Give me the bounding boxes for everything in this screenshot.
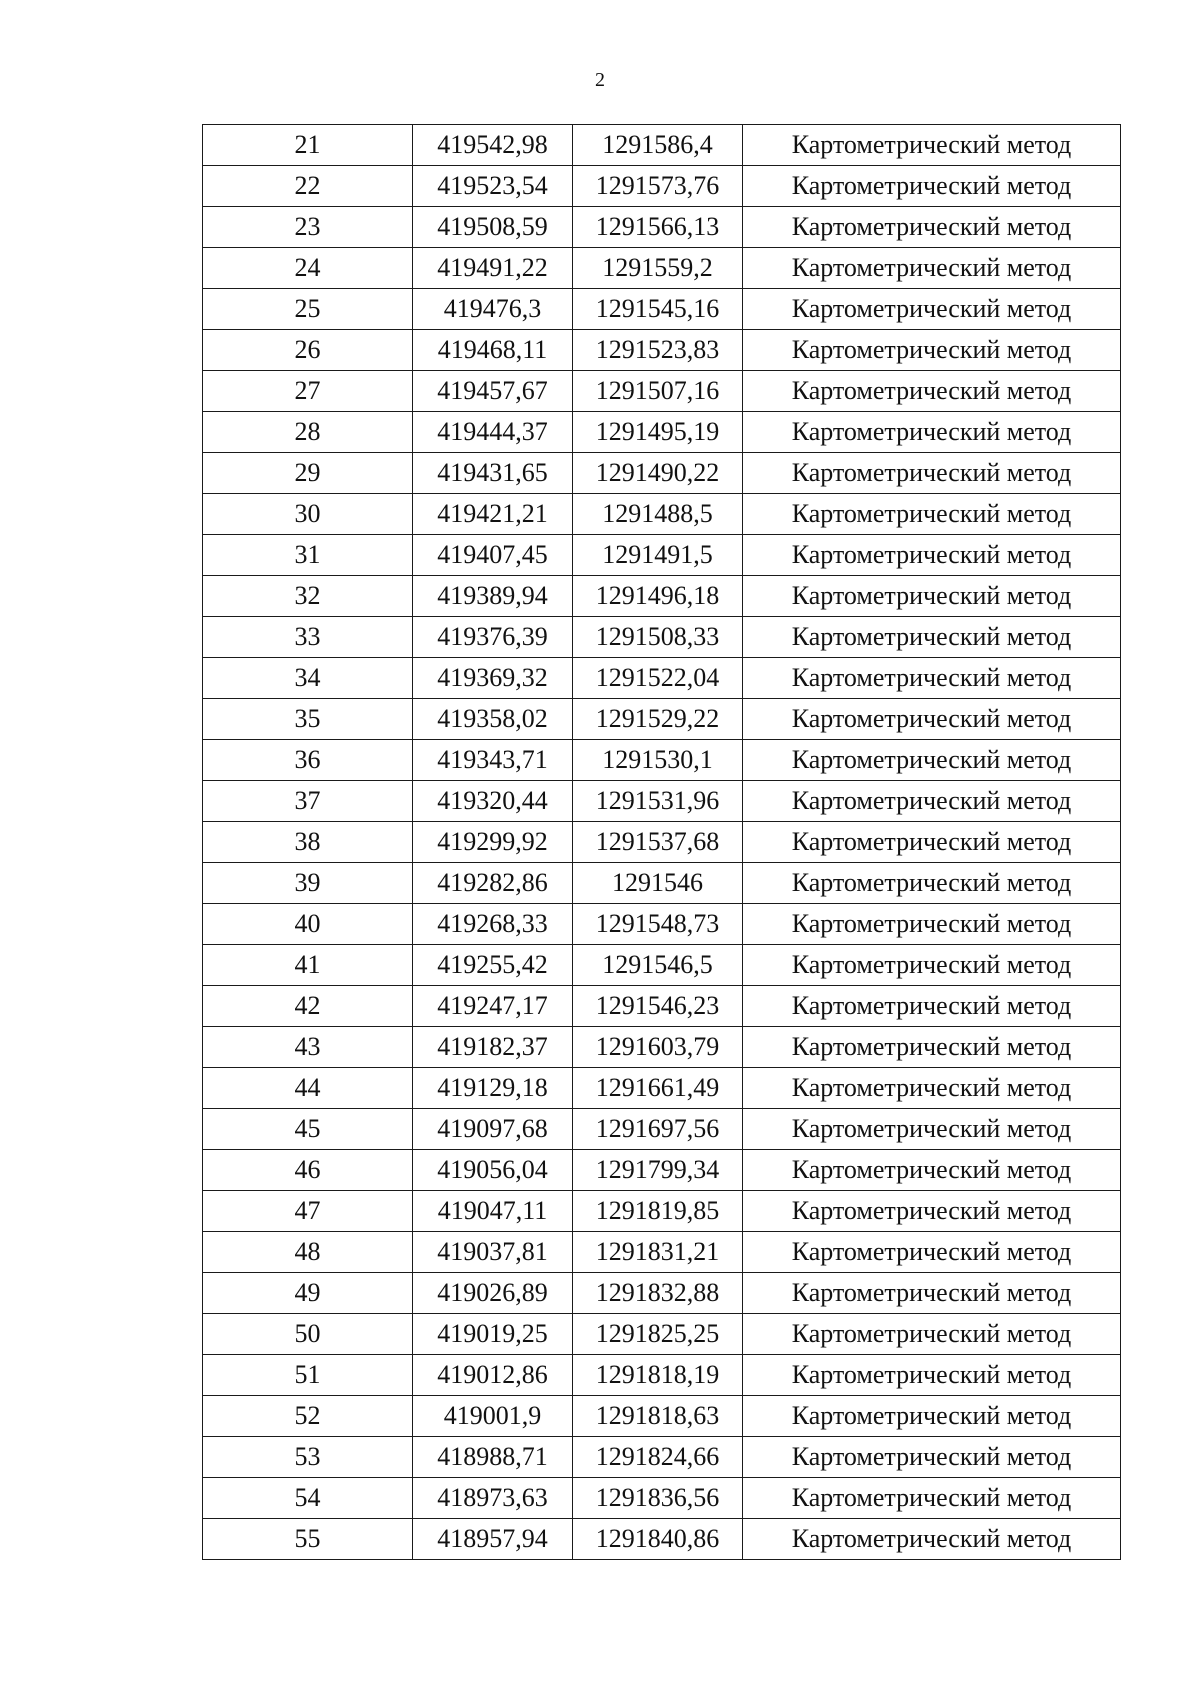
y-coordinate-cell: 1291819,85 (573, 1191, 743, 1232)
point-number-cell: 53 (203, 1437, 413, 1478)
point-number-cell: 40 (203, 904, 413, 945)
y-coordinate-cell: 1291697,56 (573, 1109, 743, 1150)
point-number-cell: 50 (203, 1314, 413, 1355)
y-coordinate-cell: 1291573,76 (573, 166, 743, 207)
method-cell: Картометрический метод (743, 289, 1121, 330)
x-coordinate-cell: 419047,11 (413, 1191, 573, 1232)
x-coordinate-cell: 419129,18 (413, 1068, 573, 1109)
point-number-cell: 33 (203, 617, 413, 658)
method-cell: Картометрический метод (743, 699, 1121, 740)
method-cell: Картометрический метод (743, 125, 1121, 166)
table-row (203, 1437, 1121, 1478)
point-number-cell: 27 (203, 371, 413, 412)
method-cell: Картометрический метод (743, 1314, 1121, 1355)
point-number-cell: 24 (203, 248, 413, 289)
method-cell: Картометрический метод (743, 781, 1121, 822)
y-coordinate-cell: 1291825,25 (573, 1314, 743, 1355)
table-row (203, 945, 1121, 986)
y-coordinate-cell: 1291490,22 (573, 453, 743, 494)
x-coordinate-cell: 419444,37 (413, 412, 573, 453)
point-number-cell: 36 (203, 740, 413, 781)
method-cell: Картометрический метод (743, 617, 1121, 658)
method-cell: Картометрический метод (743, 1396, 1121, 1437)
method-cell: Картометрический метод (743, 207, 1121, 248)
table-row (203, 699, 1121, 740)
table-row (203, 1027, 1121, 1068)
y-coordinate-cell: 1291546 (573, 863, 743, 904)
table-row (203, 822, 1121, 863)
table-row (203, 535, 1121, 576)
table-row (203, 1191, 1121, 1232)
y-coordinate-cell: 1291522,04 (573, 658, 743, 699)
x-coordinate-cell: 419001,9 (413, 1396, 573, 1437)
table-row (203, 248, 1121, 289)
x-coordinate-cell: 418957,94 (413, 1519, 573, 1560)
method-cell: Картометрический метод (743, 658, 1121, 699)
x-coordinate-cell: 419389,94 (413, 576, 573, 617)
method-cell: Картометрический метод (743, 904, 1121, 945)
table-row (203, 863, 1121, 904)
table-row (203, 617, 1121, 658)
point-number-cell: 29 (203, 453, 413, 494)
x-coordinate-cell: 419182,37 (413, 1027, 573, 1068)
table-row (203, 1068, 1121, 1109)
table-row (203, 453, 1121, 494)
method-cell: Картометрический метод (743, 1068, 1121, 1109)
y-coordinate-cell: 1291529,22 (573, 699, 743, 740)
method-cell: Картометрический метод (743, 412, 1121, 453)
y-coordinate-cell: 1291548,73 (573, 904, 743, 945)
point-number-cell: 48 (203, 1232, 413, 1273)
x-coordinate-cell: 419491,22 (413, 248, 573, 289)
method-cell: Картометрический метод (743, 166, 1121, 207)
coordinates-table (202, 124, 1121, 1560)
y-coordinate-cell: 1291832,88 (573, 1273, 743, 1314)
x-coordinate-cell: 419097,68 (413, 1109, 573, 1150)
y-coordinate-cell: 1291523,83 (573, 330, 743, 371)
y-coordinate-cell: 1291495,19 (573, 412, 743, 453)
x-coordinate-cell: 419358,02 (413, 699, 573, 740)
x-coordinate-cell: 419012,86 (413, 1355, 573, 1396)
method-cell: Картометрический метод (743, 576, 1121, 617)
y-coordinate-cell: 1291836,56 (573, 1478, 743, 1519)
table-row (203, 1355, 1121, 1396)
method-cell: Картометрический метод (743, 535, 1121, 576)
y-coordinate-cell: 1291818,63 (573, 1396, 743, 1437)
x-coordinate-cell: 419431,65 (413, 453, 573, 494)
table-row (203, 1232, 1121, 1273)
point-number-cell: 30 (203, 494, 413, 535)
x-coordinate-cell: 419056,04 (413, 1150, 573, 1191)
x-coordinate-cell: 419268,33 (413, 904, 573, 945)
y-coordinate-cell: 1291491,5 (573, 535, 743, 576)
y-coordinate-cell: 1291818,19 (573, 1355, 743, 1396)
method-cell: Картометрический метод (743, 1150, 1121, 1191)
x-coordinate-cell: 419523,54 (413, 166, 573, 207)
table-row (203, 1519, 1121, 1560)
table-row (203, 1314, 1121, 1355)
point-number-cell: 23 (203, 207, 413, 248)
point-number-cell: 38 (203, 822, 413, 863)
point-number-cell: 43 (203, 1027, 413, 1068)
method-cell: Картометрический метод (743, 1437, 1121, 1478)
x-coordinate-cell: 419255,42 (413, 945, 573, 986)
x-coordinate-cell: 419019,25 (413, 1314, 573, 1355)
x-coordinate-cell: 419037,81 (413, 1232, 573, 1273)
method-cell: Картометрический метод (743, 1109, 1121, 1150)
point-number-cell: 55 (203, 1519, 413, 1560)
y-coordinate-cell: 1291507,16 (573, 371, 743, 412)
table-row (203, 1109, 1121, 1150)
table-row (203, 1273, 1121, 1314)
x-coordinate-cell: 419508,59 (413, 207, 573, 248)
point-number-cell: 31 (203, 535, 413, 576)
table-row (203, 904, 1121, 945)
y-coordinate-cell: 1291545,16 (573, 289, 743, 330)
point-number-cell: 34 (203, 658, 413, 699)
x-coordinate-cell: 419369,32 (413, 658, 573, 699)
x-coordinate-cell: 419320,44 (413, 781, 573, 822)
point-number-cell: 42 (203, 986, 413, 1027)
point-number-cell: 52 (203, 1396, 413, 1437)
x-coordinate-cell: 418973,63 (413, 1478, 573, 1519)
table-row (203, 371, 1121, 412)
page-number: 2 (595, 69, 605, 91)
point-number-cell: 28 (203, 412, 413, 453)
table-row (203, 166, 1121, 207)
point-number-cell: 49 (203, 1273, 413, 1314)
x-coordinate-cell: 419421,21 (413, 494, 573, 535)
y-coordinate-cell: 1291799,34 (573, 1150, 743, 1191)
point-number-cell: 39 (203, 863, 413, 904)
point-number-cell: 54 (203, 1478, 413, 1519)
y-coordinate-cell: 1291603,79 (573, 1027, 743, 1068)
table-row (203, 576, 1121, 617)
y-coordinate-cell: 1291566,13 (573, 207, 743, 248)
method-cell: Картометрический метод (743, 371, 1121, 412)
table-row (203, 781, 1121, 822)
y-coordinate-cell: 1291661,49 (573, 1068, 743, 1109)
point-number-cell: 32 (203, 576, 413, 617)
method-cell: Картометрический метод (743, 1519, 1121, 1560)
method-cell: Картометрический метод (743, 945, 1121, 986)
table-row (203, 330, 1121, 371)
table-row (203, 1478, 1121, 1519)
y-coordinate-cell: 1291586,4 (573, 125, 743, 166)
table-row (203, 740, 1121, 781)
method-cell: Картометрический метод (743, 1027, 1121, 1068)
method-cell: Картометрический метод (743, 330, 1121, 371)
x-coordinate-cell: 419476,3 (413, 289, 573, 330)
table-row (203, 1150, 1121, 1191)
x-coordinate-cell: 419343,71 (413, 740, 573, 781)
method-cell: Картометрический метод (743, 494, 1121, 535)
x-coordinate-cell: 419407,45 (413, 535, 573, 576)
coordinates-table-body (203, 125, 1121, 1560)
y-coordinate-cell: 1291508,33 (573, 617, 743, 658)
x-coordinate-cell: 419376,39 (413, 617, 573, 658)
y-coordinate-cell: 1291537,68 (573, 822, 743, 863)
point-number-cell: 26 (203, 330, 413, 371)
method-cell: Картометрический метод (743, 1273, 1121, 1314)
method-cell: Картометрический метод (743, 986, 1121, 1027)
y-coordinate-cell: 1291546,23 (573, 986, 743, 1027)
point-number-cell: 47 (203, 1191, 413, 1232)
table-row (203, 986, 1121, 1027)
method-cell: Картометрический метод (743, 1191, 1121, 1232)
point-number-cell: 25 (203, 289, 413, 330)
y-coordinate-cell: 1291530,1 (573, 740, 743, 781)
y-coordinate-cell: 1291546,5 (573, 945, 743, 986)
method-cell: Картометрический метод (743, 822, 1121, 863)
table-row (203, 658, 1121, 699)
x-coordinate-cell: 419026,89 (413, 1273, 573, 1314)
table-row (203, 207, 1121, 248)
method-cell: Картометрический метод (743, 1355, 1121, 1396)
y-coordinate-cell: 1291824,66 (573, 1437, 743, 1478)
method-cell: Картометрический метод (743, 740, 1121, 781)
x-coordinate-cell: 419282,86 (413, 863, 573, 904)
x-coordinate-cell: 418988,71 (413, 1437, 573, 1478)
point-number-cell: 44 (203, 1068, 413, 1109)
point-number-cell: 22 (203, 166, 413, 207)
table-row (203, 125, 1121, 166)
y-coordinate-cell: 1291496,18 (573, 576, 743, 617)
method-cell: Картометрический метод (743, 453, 1121, 494)
method-cell: Картометрический метод (743, 863, 1121, 904)
x-coordinate-cell: 419299,92 (413, 822, 573, 863)
point-number-cell: 51 (203, 1355, 413, 1396)
method-cell: Картометрический метод (743, 1478, 1121, 1519)
table-row (203, 412, 1121, 453)
y-coordinate-cell: 1291559,2 (573, 248, 743, 289)
method-cell: Картометрический метод (743, 1232, 1121, 1273)
x-coordinate-cell: 419542,98 (413, 125, 573, 166)
point-number-cell: 46 (203, 1150, 413, 1191)
table-row (203, 289, 1121, 330)
point-number-cell: 21 (203, 125, 413, 166)
method-cell: Картометрический метод (743, 248, 1121, 289)
table-row (203, 1396, 1121, 1437)
y-coordinate-cell: 1291831,21 (573, 1232, 743, 1273)
y-coordinate-cell: 1291840,86 (573, 1519, 743, 1560)
point-number-cell: 45 (203, 1109, 413, 1150)
y-coordinate-cell: 1291531,96 (573, 781, 743, 822)
x-coordinate-cell: 419457,67 (413, 371, 573, 412)
point-number-cell: 37 (203, 781, 413, 822)
table-row (203, 494, 1121, 535)
x-coordinate-cell: 419247,17 (413, 986, 573, 1027)
y-coordinate-cell: 1291488,5 (573, 494, 743, 535)
point-number-cell: 35 (203, 699, 413, 740)
x-coordinate-cell: 419468,11 (413, 330, 573, 371)
point-number-cell: 41 (203, 945, 413, 986)
